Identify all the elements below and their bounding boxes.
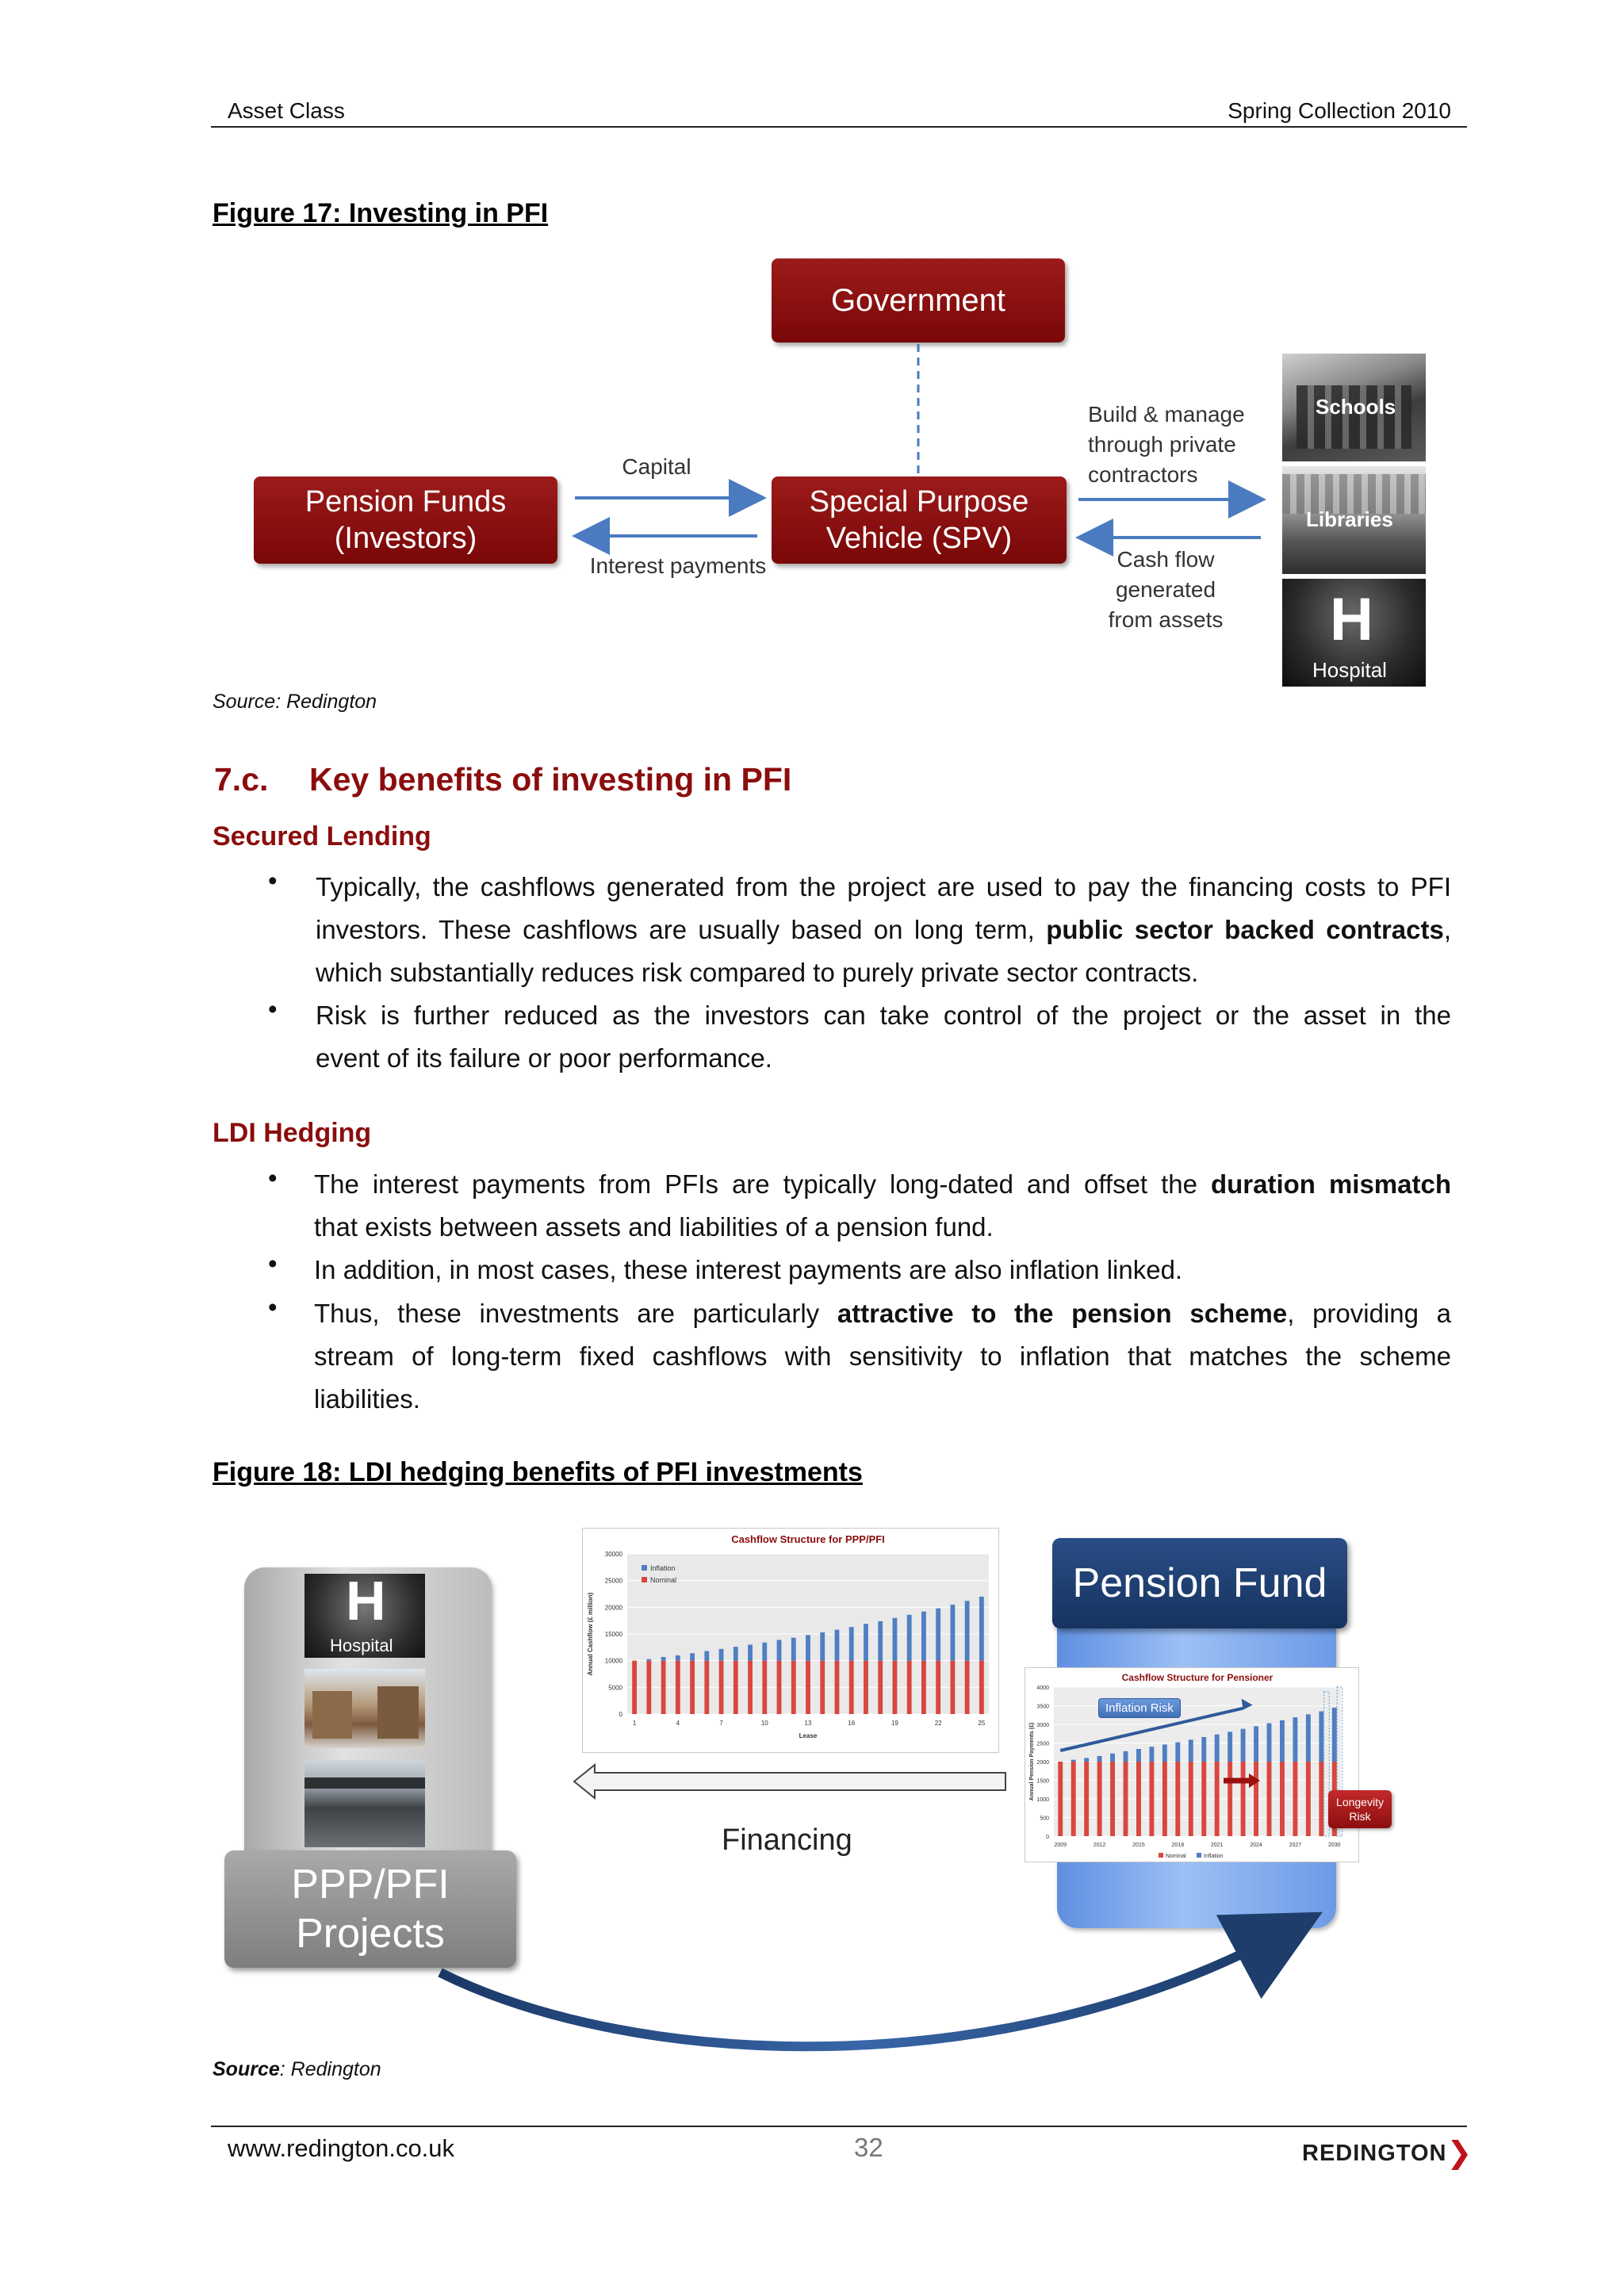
build-line2: through private xyxy=(1088,432,1236,457)
ppp-building-right xyxy=(377,1686,419,1739)
ldi-b3-line1-bold: attractive to the pension scheme xyxy=(837,1299,1288,1328)
hospital-label: Hospital xyxy=(1312,658,1387,682)
bar-nominal xyxy=(791,1661,796,1714)
bar-nominal xyxy=(762,1661,767,1714)
y-axis-label: Annual Pension Payments (£) xyxy=(1029,1722,1035,1801)
spv-line1: Special Purpose xyxy=(809,485,1029,519)
bar-nominal xyxy=(1280,1762,1285,1836)
longevity-risk-badge xyxy=(1328,1790,1392,1828)
ppp-bridge xyxy=(304,1777,425,1789)
bar-inflation xyxy=(704,1651,709,1661)
footer-rule xyxy=(211,2126,1467,2127)
bullet-dot: • xyxy=(268,866,278,895)
bar-nominal xyxy=(632,1661,637,1714)
bar-nominal xyxy=(1097,1762,1102,1836)
bar-nominal xyxy=(646,1661,651,1714)
y-tick-label: 2000 xyxy=(1036,1760,1049,1766)
legend-swatch xyxy=(1159,1853,1163,1858)
bar-nominal xyxy=(1228,1762,1232,1836)
ppp-building-left xyxy=(312,1691,352,1739)
pension-funds-line2: (Investors) xyxy=(334,522,477,555)
bar-inflation xyxy=(979,1597,984,1661)
ldi-b1-line1-bold: duration mismatch xyxy=(1210,1169,1452,1199)
ldi-b2-line1: In addition, in most cases, these interest payments are also inflation linked. xyxy=(314,1255,1183,1284)
sl-b1-line2 xyxy=(316,909,1451,951)
x-tick-label: 25 xyxy=(978,1720,986,1727)
bar-inflation xyxy=(719,1649,724,1661)
bar-nominal xyxy=(965,1661,970,1714)
bar-nominal xyxy=(1254,1762,1258,1836)
cash-line3: from assets xyxy=(1108,607,1224,632)
bar-inflation xyxy=(690,1653,695,1660)
y-tick-label: 2500 xyxy=(1036,1741,1049,1747)
bar-inflation xyxy=(936,1609,940,1661)
bar-inflation xyxy=(1149,1747,1154,1762)
bar-inflation xyxy=(1228,1732,1232,1762)
ldi-b1-line2: that exists between assets and liabilities of a pension fund. xyxy=(314,1212,994,1242)
ppp-road-photo xyxy=(304,1760,425,1847)
bar-nominal xyxy=(878,1661,883,1714)
ldi-b3-line2: stream of long-term fixed cashflows with sensitivity to inflation that matches the scheme xyxy=(314,1341,1451,1371)
bar-inflation xyxy=(864,1624,868,1660)
financing-label: Financing xyxy=(722,1823,852,1857)
redington-logo xyxy=(1302,2133,1473,2168)
sl-b1-line3: which substantially reduces risk compared to purely private sector contracts. xyxy=(316,958,1199,987)
ldi-b3-line1-post: , providing a xyxy=(1287,1299,1452,1328)
bar-nominal xyxy=(1241,1762,1246,1836)
legend-swatch xyxy=(642,1565,647,1571)
bar-nominal xyxy=(748,1661,753,1714)
bar-nominal xyxy=(1136,1762,1141,1836)
bar-inflation xyxy=(1215,1735,1220,1762)
bar-nominal xyxy=(835,1661,840,1714)
bar-inflation xyxy=(1280,1720,1285,1762)
bar-inflation xyxy=(1110,1754,1115,1762)
curved-flow-arrow xyxy=(0,1887,1624,2077)
bar-nominal xyxy=(921,1661,926,1714)
bar-inflation xyxy=(676,1655,680,1661)
bar-nominal xyxy=(1058,1762,1063,1836)
secured-lending-bullet-2 xyxy=(316,994,1451,1080)
header-left: Asset Class xyxy=(228,98,345,123)
interest-payments-label: Interest payments xyxy=(589,553,767,578)
bar-inflation xyxy=(950,1605,955,1661)
y-tick-label: 25000 xyxy=(604,1577,622,1585)
y-tick-label: 5000 xyxy=(608,1684,622,1692)
bar-inflation xyxy=(835,1630,840,1661)
x-tick-label: 10 xyxy=(760,1720,768,1727)
build-line3: contractors xyxy=(1088,462,1198,487)
bar-nominal xyxy=(1124,1762,1128,1836)
bar-inflation xyxy=(777,1640,782,1660)
bar-nominal xyxy=(719,1661,724,1714)
spv-line2: Vehicle (SPV) xyxy=(825,522,1013,555)
bar-nominal xyxy=(1267,1762,1272,1836)
legend-label: Inflation xyxy=(650,1564,676,1572)
bar-nominal xyxy=(1071,1762,1076,1836)
bar-nominal xyxy=(1319,1762,1323,1836)
bar-nominal xyxy=(893,1661,898,1714)
figure18-source-rest: : Redington xyxy=(279,2058,381,2080)
legend-label: Nominal xyxy=(1166,1854,1186,1859)
financing-arrow xyxy=(571,1762,1015,1801)
secured-lending-bullet-1 xyxy=(316,866,1451,994)
bar-inflation xyxy=(921,1612,926,1661)
legend-swatch xyxy=(1197,1853,1201,1858)
x-tick-label: 2012 xyxy=(1093,1843,1106,1848)
longevity-line1: Longevity xyxy=(1336,1796,1384,1808)
legend-label: Nominal xyxy=(650,1576,677,1584)
y-tick-label: 500 xyxy=(1040,1816,1049,1822)
ppp-street-photo xyxy=(304,1669,425,1748)
x-tick-label: 2021 xyxy=(1210,1843,1224,1848)
bullet-dot: • xyxy=(268,1292,278,1322)
x-tick-label: 1 xyxy=(632,1720,637,1727)
bar-inflation xyxy=(1136,1749,1141,1762)
ldi-b3-line1 xyxy=(314,1292,1451,1335)
y-tick-label: 1500 xyxy=(1036,1778,1049,1785)
bar-nominal xyxy=(1084,1762,1089,1836)
pension-fund-label: Pension Fund xyxy=(1072,1560,1327,1606)
x-tick-label: 4 xyxy=(676,1720,680,1727)
bar-inflation xyxy=(1162,1744,1167,1762)
bar-inflation xyxy=(791,1638,796,1661)
bar-nominal xyxy=(1110,1762,1115,1836)
x-tick-label: 7 xyxy=(719,1720,723,1727)
bar-inflation xyxy=(965,1601,970,1660)
bar-inflation xyxy=(646,1659,651,1661)
bar-inflation xyxy=(1201,1737,1206,1762)
x-tick-label: 22 xyxy=(934,1720,942,1727)
x-tick-label: 16 xyxy=(848,1720,856,1727)
bar-inflation xyxy=(849,1627,854,1660)
figure17-source: Source: Redington xyxy=(213,691,377,713)
x-tick-label: 2015 xyxy=(1132,1843,1145,1848)
pension-funds-line1: Pension Funds xyxy=(304,485,507,519)
libraries-label: Libraries xyxy=(1306,507,1393,531)
x-tick-label: 2018 xyxy=(1171,1843,1185,1848)
section-title: Key benefits of investing in PFI xyxy=(309,761,792,798)
bullet-dot: • xyxy=(268,1249,278,1278)
y-tick-label: 20000 xyxy=(604,1604,622,1612)
x-tick-label: 19 xyxy=(891,1720,898,1727)
bullet-dot: • xyxy=(268,1163,278,1192)
y-tick-label: 3500 xyxy=(1036,1704,1049,1710)
x-tick-label: 2024 xyxy=(1250,1843,1262,1848)
secured-lending-title: Secured Lending xyxy=(213,821,431,851)
ppp-hospital-label: Hospital xyxy=(330,1636,393,1655)
bar-nominal xyxy=(704,1661,709,1714)
ldi-b1-line1 xyxy=(314,1163,1451,1206)
x-tick-label: 2030 xyxy=(1327,1843,1341,1848)
y-tick-label: 0 xyxy=(1046,1835,1049,1840)
ldi-b3-line1-pre: Thus, these investments are particularly xyxy=(314,1299,820,1328)
hospital-photo xyxy=(1282,579,1426,687)
bar-inflation xyxy=(1084,1758,1089,1762)
y-tick-label: 15000 xyxy=(604,1631,622,1638)
ppp-hospital-h: H xyxy=(346,1574,386,1632)
figure18-caption: Figure 18: LDI hedging benefits of PFI investments xyxy=(213,1457,863,1487)
sl-b2-line1: Risk is further reduced as the investors can take control of the project or the asset in the xyxy=(316,1001,1451,1030)
header-right: Spring Collection 2010 xyxy=(1228,98,1451,123)
libraries-photo xyxy=(1282,466,1426,574)
bar-inflation xyxy=(893,1618,898,1661)
ldi-b1-line1-pre: The interest payments from PFIs are typically long-dated and offset the xyxy=(314,1169,1197,1199)
schools-photo xyxy=(1282,354,1426,461)
redington-chevron-icon: ❯ xyxy=(1446,2137,1473,2170)
bar-nominal xyxy=(1189,1762,1193,1836)
bar-nominal xyxy=(1201,1762,1206,1836)
y-tick-label: 4000 xyxy=(1036,1686,1049,1691)
capital-label: Capital xyxy=(622,454,691,479)
build-manage-label xyxy=(1088,400,1245,490)
cash-line1: Cash flow xyxy=(1116,547,1215,572)
bar-nominal xyxy=(733,1661,738,1714)
y-tick-label: 30000 xyxy=(604,1551,622,1558)
bar-nominal xyxy=(777,1661,782,1714)
bar-inflation xyxy=(1124,1751,1128,1762)
bar-inflation xyxy=(733,1647,738,1661)
bar-nominal xyxy=(1175,1762,1180,1836)
sl-b2-line2: event of its failure or poor performance. xyxy=(316,1043,772,1073)
y-tick-label: 0 xyxy=(619,1711,622,1718)
hospital-h-letter: H xyxy=(1330,586,1373,653)
ppp-line1: PPP/PFI xyxy=(291,1862,450,1908)
bar-inflation xyxy=(1293,1717,1297,1762)
redington-logo-text: REDINGTON xyxy=(1302,2141,1447,2166)
pension-fund-box xyxy=(1052,1538,1347,1628)
bar-inflation xyxy=(878,1621,883,1661)
ppp-hospital-photo xyxy=(304,1574,425,1658)
pfi-cashflow-chart xyxy=(583,1529,998,1752)
y-tick-label: 1000 xyxy=(1036,1797,1049,1803)
bar-inflation xyxy=(762,1643,767,1661)
footer-url[interactable]: www.redington.co.uk xyxy=(228,2134,455,2162)
government-label: Government xyxy=(830,283,1006,318)
bar-nominal xyxy=(820,1661,825,1714)
figure18-source xyxy=(213,2058,381,2081)
bar-inflation xyxy=(1071,1760,1076,1762)
bullet-dot: • xyxy=(268,994,278,1024)
bar-nominal xyxy=(936,1661,940,1714)
cash-line2: generated xyxy=(1115,577,1216,602)
bar-nominal xyxy=(806,1661,810,1714)
ppp-line2: Projects xyxy=(296,1911,445,1957)
bar-inflation xyxy=(1306,1714,1311,1762)
bar-nominal xyxy=(661,1661,666,1714)
chart-title: Cashflow Structure for Pensioner xyxy=(1121,1672,1274,1683)
bar-nominal xyxy=(1162,1762,1167,1836)
bar-inflation xyxy=(820,1632,825,1661)
bar-inflation xyxy=(1319,1712,1323,1762)
bar-inflation xyxy=(1097,1756,1102,1762)
bar-nominal xyxy=(979,1661,984,1714)
ldi-b3-line3: liabilities. xyxy=(314,1384,420,1414)
section-number: 7.c. xyxy=(214,761,269,798)
sl-b1-line1: Typically, the cashflows generated from the project are used to pay the financing costs to PFI xyxy=(316,872,1451,901)
bar-nominal xyxy=(907,1661,912,1714)
longevity-line2: Risk xyxy=(1349,1810,1371,1823)
bar-nominal xyxy=(950,1661,955,1714)
cashflow-generated-label xyxy=(1094,545,1237,635)
legend-swatch xyxy=(642,1577,647,1582)
sl-b1-line2-pre: investors. These cashflows are usually based on long term, xyxy=(316,915,1035,944)
bar-inflation xyxy=(1189,1739,1193,1762)
pensioner-cashflow-chart xyxy=(1025,1668,1358,1862)
pensioner-chart-frame xyxy=(1025,1667,1384,1862)
ldi-bullet-3 xyxy=(314,1292,1451,1421)
bar-nominal xyxy=(1149,1762,1154,1836)
bar-inflation xyxy=(1254,1726,1258,1762)
x-tick-label: 2009 xyxy=(1054,1843,1067,1848)
bar-inflation xyxy=(661,1657,666,1661)
bar-inflation xyxy=(907,1615,912,1661)
bar-nominal xyxy=(676,1661,680,1714)
bar-inflation xyxy=(1267,1724,1272,1762)
y-tick-label: 10000 xyxy=(604,1657,622,1665)
bar-nominal xyxy=(690,1661,695,1714)
bar-inflation xyxy=(1332,1708,1337,1762)
x-tick-label: 2027 xyxy=(1289,1843,1302,1848)
bar-nominal xyxy=(1215,1762,1220,1836)
ldi-hedging-title: LDI Hedging xyxy=(213,1118,372,1148)
sl-b1-line2-bold: public sector backed contracts xyxy=(1046,915,1444,944)
y-axis-label: Annual Cashflow (£ million) xyxy=(587,1592,594,1676)
figure18-source-bold: Source xyxy=(213,2058,280,2080)
schools-label: Schools xyxy=(1316,395,1396,419)
y-tick-label: 3000 xyxy=(1036,1723,1049,1728)
inflation-risk-badge: Inflation Risk xyxy=(1098,1698,1181,1718)
bar-inflation xyxy=(1241,1729,1246,1762)
ldi-bullet-2 xyxy=(314,1249,1451,1292)
chart-title: Cashflow Structure for PPP/PFI xyxy=(731,1533,885,1545)
bar-inflation xyxy=(1175,1743,1180,1762)
bar-inflation xyxy=(748,1644,753,1660)
bar-nominal xyxy=(849,1661,854,1714)
legend-label: Inflation xyxy=(1204,1854,1224,1859)
bar-inflation xyxy=(806,1635,810,1660)
ldi-bullet-1 xyxy=(314,1163,1451,1249)
pfi-cashflow-chart-frame xyxy=(582,1528,999,1753)
bar-nominal xyxy=(1306,1762,1311,1836)
x-axis-label: Lease xyxy=(799,1732,818,1739)
bar-nominal xyxy=(1293,1762,1297,1836)
x-tick-label: 13 xyxy=(804,1720,812,1727)
page-number: 32 xyxy=(854,2133,883,2162)
bar-nominal xyxy=(864,1661,868,1714)
build-line1: Build & manage xyxy=(1088,402,1245,427)
figure17-caption: Figure 17: Investing in PFI xyxy=(213,198,549,228)
sl-b1-line2-post: , xyxy=(1443,915,1452,944)
